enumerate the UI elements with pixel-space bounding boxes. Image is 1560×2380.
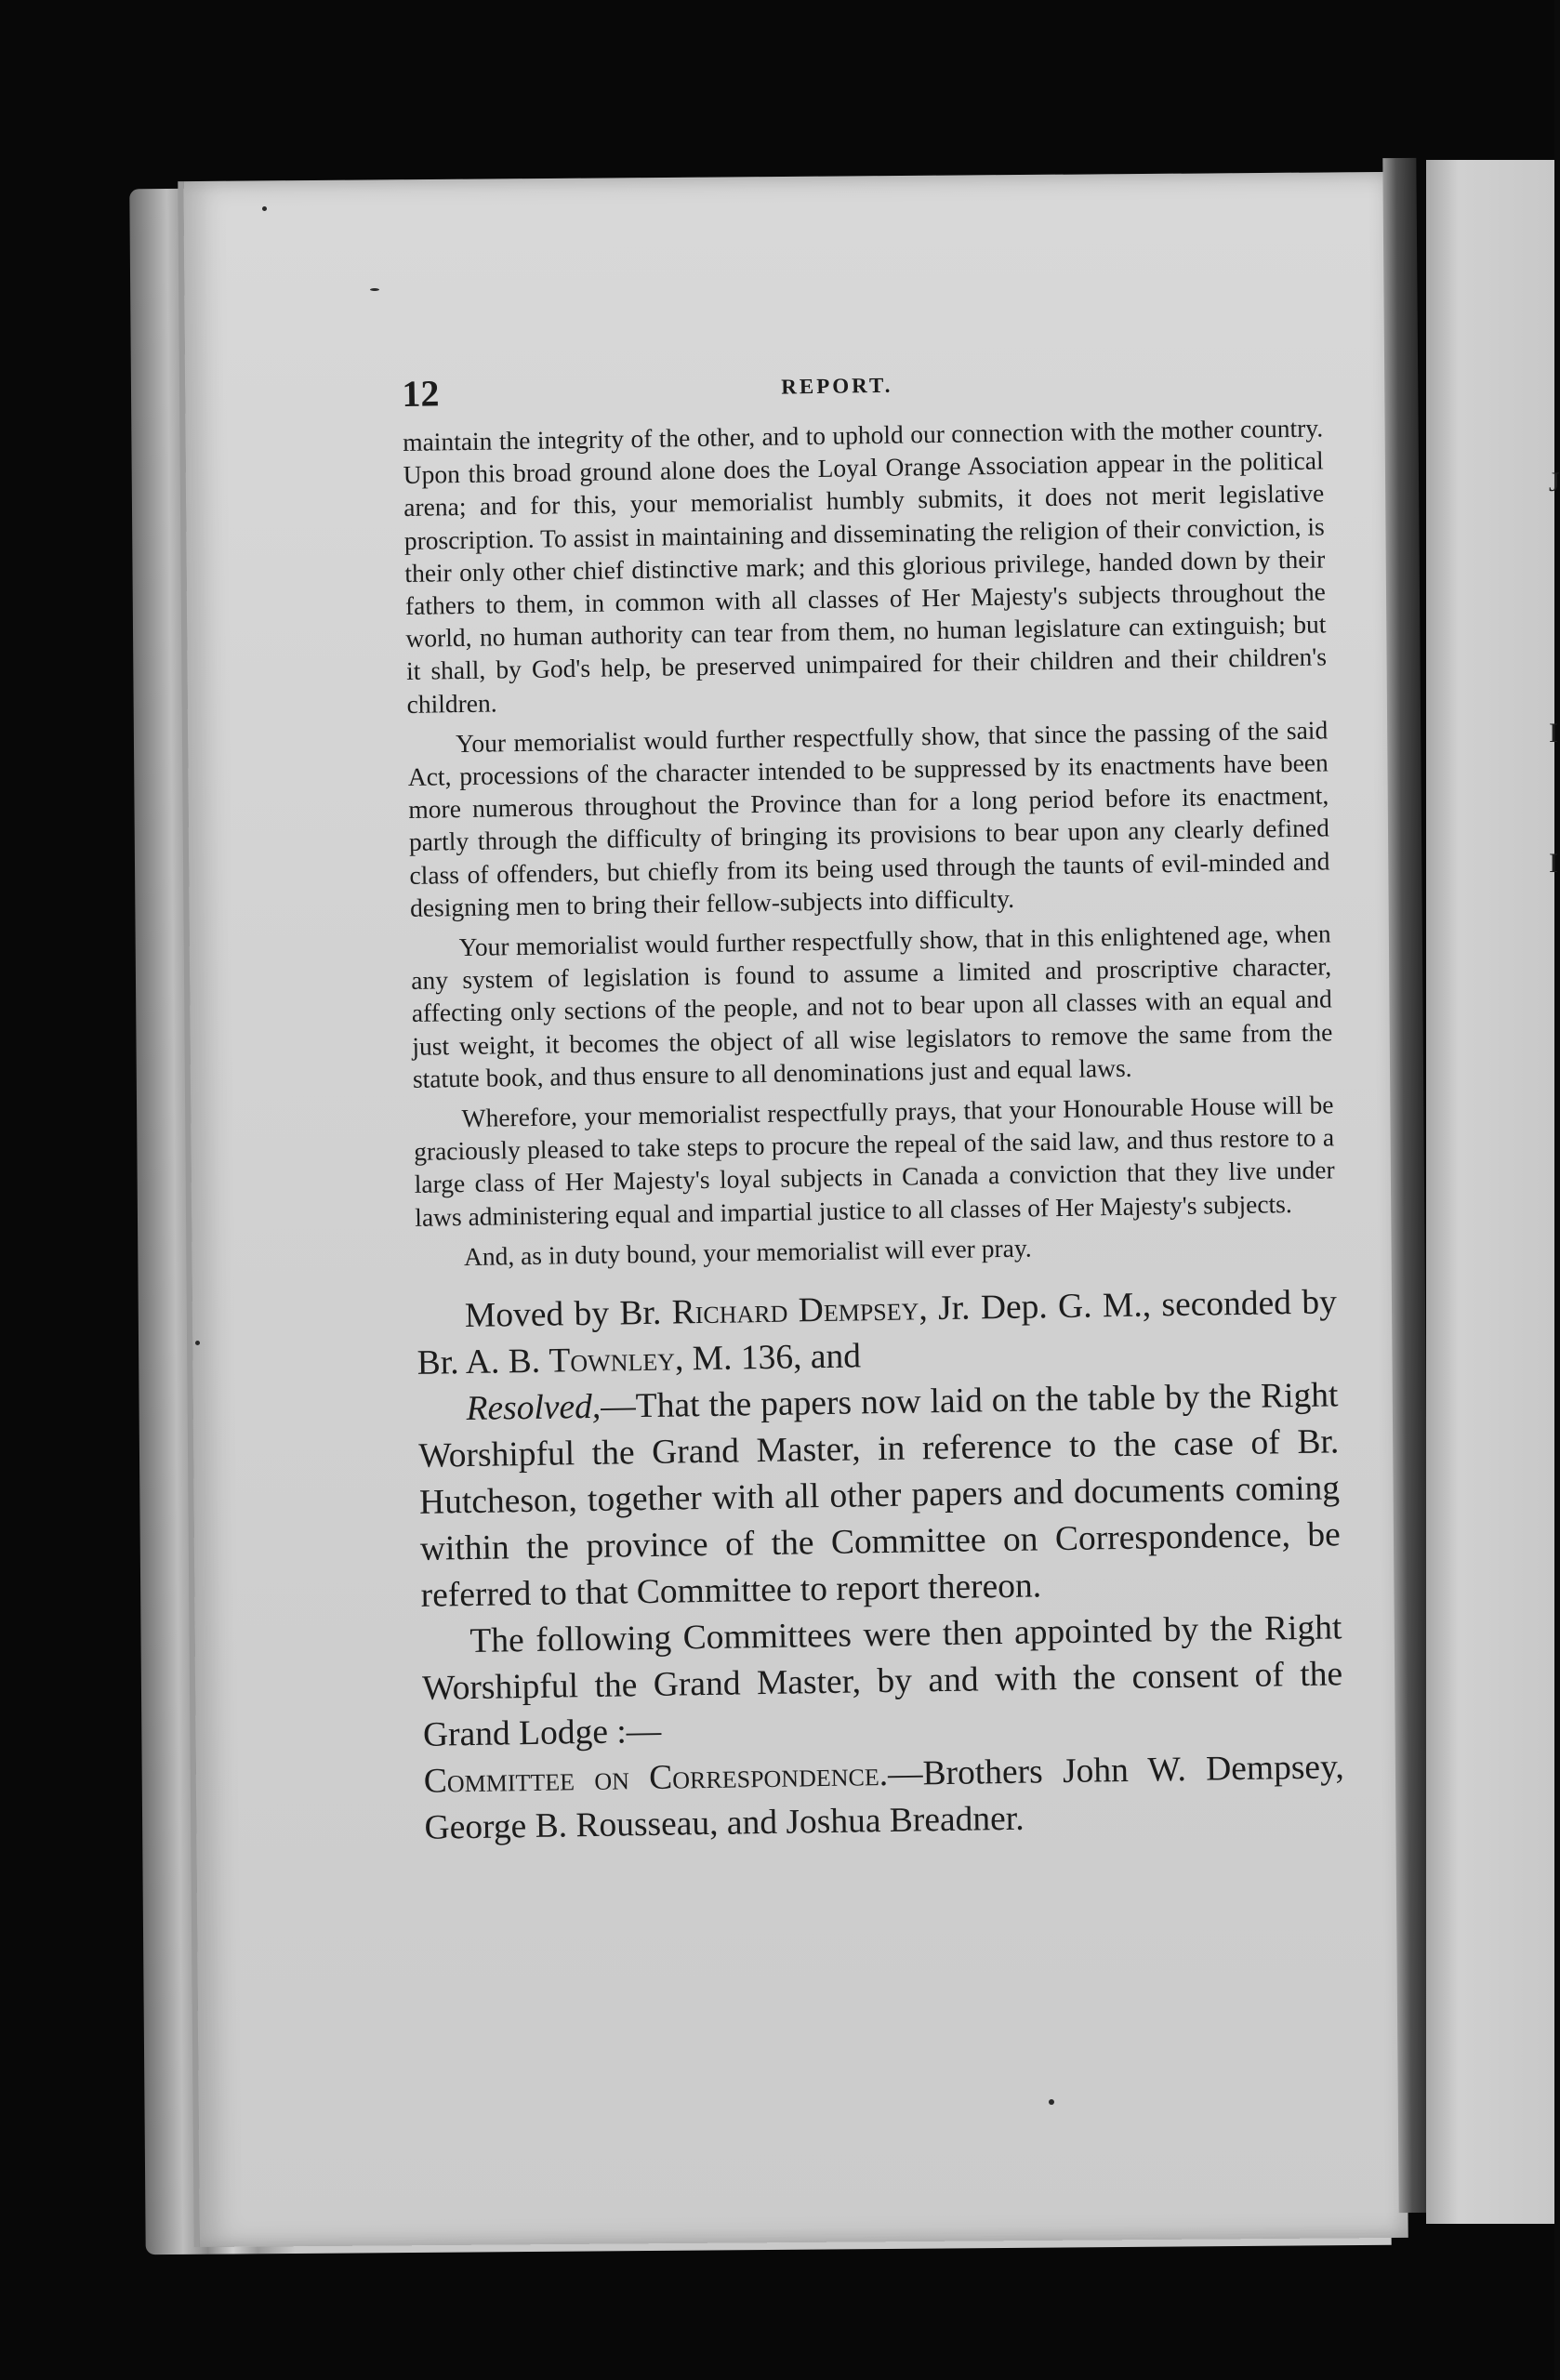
memorial-text xyxy=(403,411,1336,1274)
mover-name: Richard Dempsey xyxy=(671,1289,919,1332)
moved-prefix: Moved by Br. xyxy=(464,1293,672,1336)
paragraph: Your memorialist would further respectfully show, that since the passing of the said Act, processions of the character intended to be suppressed by its enactments have been more numerous throughout the Province than for a long period before its enactment, partly through the difficulty of bringing its provisions to bear upon any clearly defined class of offenders, but chiefly from its being used through the taunts of evil-minded and designing men to bring their fellow-subjects into difficulty. xyxy=(407,715,1330,922)
facing-page-glyph: I xyxy=(1549,848,1558,879)
committee-paragraph xyxy=(423,1744,1344,1852)
motion-paragraph xyxy=(416,1279,1338,1387)
closing-line: And, as in duty bound, your memorialist will ever pray. xyxy=(463,1233,1032,1271)
dust-speck xyxy=(370,288,379,291)
paragraph: Your memorialist would further respectfully show, that in this enlightened age, when any system of legislation is found to assume a limited and proscriptive character, affecting only sections of the people, and not to bear upon all classes with an equal and just weight, it becomes the object of all wise legislators to remove the same from the statute book, and thus ensure to all denominations just and equal laws. xyxy=(411,919,1333,1093)
dust-speck xyxy=(195,1341,200,1345)
seconded-prefix: seconded by Br. A. B. xyxy=(416,1283,1338,1382)
committee-label: Committee on Correspondence. xyxy=(423,1755,889,1801)
committee-members: —Brothers John W. Dempsey, George B. Rousseau, and Joshua Breadner. xyxy=(424,1748,1345,1847)
seconder-name: Townley xyxy=(549,1340,676,1381)
running-head: REPORT. xyxy=(781,373,893,399)
mover-title: , Jr. Dep. G. M., xyxy=(919,1286,1152,1329)
facing-page-glyph: I xyxy=(1549,718,1558,748)
paragraph: Wherefore, your memorialist respectfully prays, that your Honourable House will be graciously pleased to take steps to procure the repeal of the said law, and thus restore to a large class of Her Majesty's loyal subjects in Canada a conviction that they live under laws administering equal and impartial justice to all classes of Her Majesty's subjects. xyxy=(413,1090,1335,1232)
resolved-text: —That the papers now laid on the table by the Right Worshipful the Grand Master, in reference to the case of Br. Hutcheson, together with all other papers and documents coming within the province of the Committee on Correspondence, be referred to that Committee to report thereon. xyxy=(418,1376,1342,1615)
facing-page-glyph: J xyxy=(1549,467,1560,497)
resolution-paragraph xyxy=(417,1372,1342,1620)
resolved-label: Resolved, xyxy=(466,1387,602,1429)
facing-page-edge xyxy=(1426,160,1560,2224)
page-content xyxy=(402,357,1345,1851)
paragraph: maintain the integrity of the other, and to uphold our connection with the mother country. Upon this broad ground alone does the Loyal Orange Association appear in the political arena; and for this, your memorialist humbly submits, it does not merit legislative proscription. To assist in maintaining and disseminating the religion of their conviction, is their only other chief distinctive mark; and this glorious privilege, handed down by their fathers to them, in common with all classes of Her Majesty's subjects throughout the world, no human authority can tear from them, no human legislature can extinguish; but it shall, by God's help, be preserved unimpaired for their children and their children's children. xyxy=(402,413,1328,719)
proceedings-text xyxy=(416,1279,1345,1851)
seconder-title: , M. 136, and xyxy=(674,1337,862,1379)
dust-speck xyxy=(1049,2099,1054,2105)
dust-speck xyxy=(262,206,267,211)
committees-paragraph: The following Committees were then appointed by the Right Worshipful the Grand Master, by and with the consent of the Grand Lodge :— xyxy=(421,1608,1343,1754)
page-number: 12 xyxy=(402,372,440,415)
